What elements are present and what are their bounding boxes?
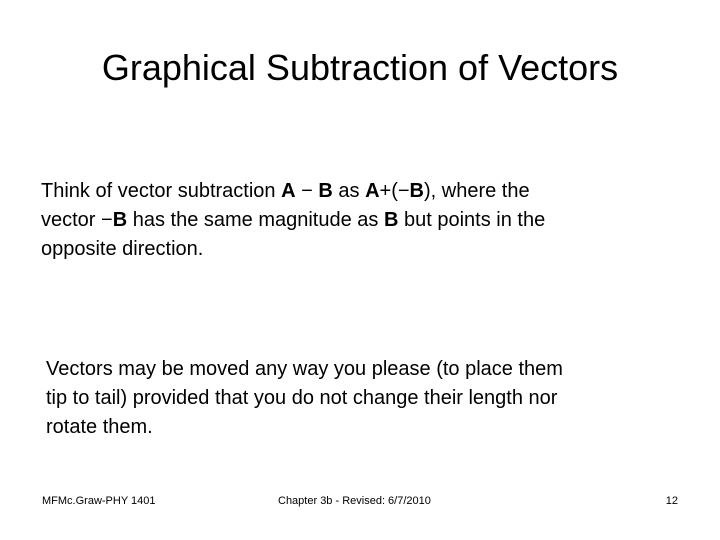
vector-symbol: B (409, 180, 424, 202)
vector-symbol: A (281, 180, 296, 202)
paragraph-moving-vectors (46, 355, 686, 442)
paragraph-vector-subtraction (41, 177, 681, 264)
paragraph-line: tip to tail) provided that you do not change their length nor (46, 387, 558, 409)
text-run: vector − (41, 209, 113, 231)
paragraph-line (41, 206, 681, 235)
footer-course: MFMc.Graw-PHY 1401 (42, 495, 156, 507)
text-run: − (295, 180, 319, 202)
text-run: as (332, 180, 366, 202)
vector-symbol: B (318, 180, 333, 202)
footer-page-number: 12 (665, 495, 678, 507)
footer-chapter: Chapter 3b - Revised: 6/7/2010 (278, 495, 431, 507)
vector-symbol: B (112, 209, 128, 231)
text-run: but points in the (398, 209, 546, 231)
paragraph-line: Vectors may be moved any way you please (to place them (46, 358, 563, 380)
paragraph-line: rotate them. (46, 416, 153, 438)
text-run: ), where the (424, 180, 530, 202)
paragraph-line (41, 177, 681, 206)
text-run: +(− (379, 180, 410, 202)
vector-symbol: B (383, 209, 399, 231)
slide-title: Graphical Subtraction of Vectors (101, 47, 619, 88)
text-run: has the same magnitude as (127, 209, 384, 231)
text-run: opposite direction. (41, 238, 204, 260)
paragraph-line (41, 235, 681, 264)
vector-symbol: A (365, 180, 380, 202)
text-run: Think of vector subtraction (41, 180, 282, 202)
